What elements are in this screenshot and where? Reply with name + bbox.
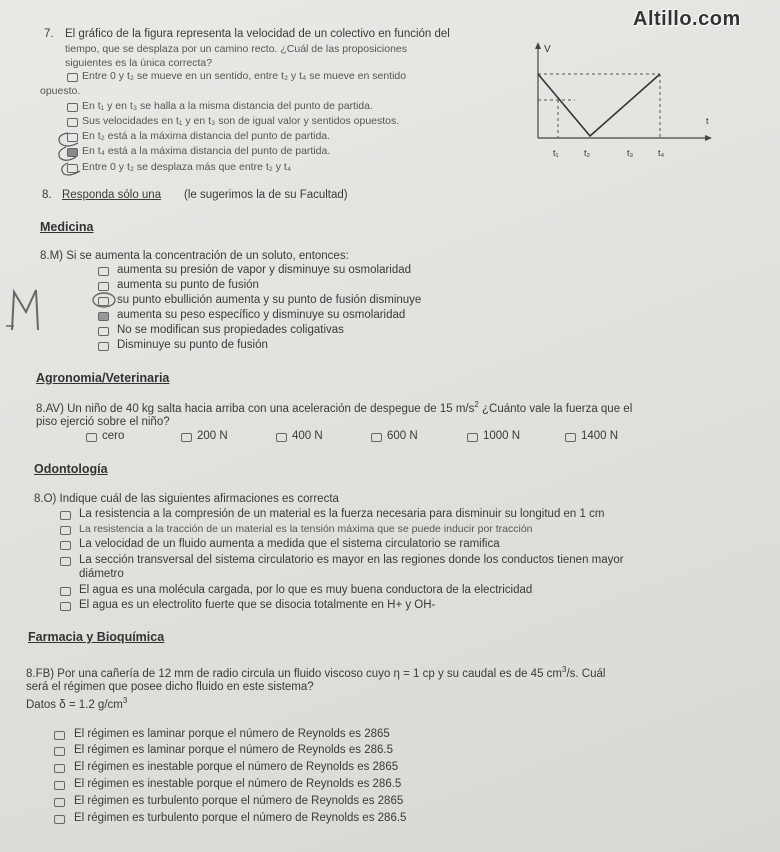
watermark-logo: Altillo.com [633, 8, 741, 30]
odontologia-option6-checkbox[interactable] [60, 602, 71, 611]
q7-option2-checkbox[interactable] [67, 103, 78, 112]
odontologia-option4-checkbox[interactable] [60, 557, 71, 566]
agronomia-question-exponent: 2 [474, 400, 479, 409]
medicina-option6-checkbox[interactable] [98, 342, 109, 351]
q8-number: 8. [42, 189, 52, 201]
graph-tick-t1: t₁ [553, 148, 559, 158]
graph-velocity-line [538, 74, 660, 136]
odontologia-option1-label: La resistencia a la compresión de un material es la fuerza necesaria para disminuir su longitud en 1 cm [79, 508, 605, 520]
medicina-option1-label: aumenta su presión de vapor y disminuye su osmolaridad [117, 264, 412, 276]
q7-text-line1: El gráfico de la figura representa la velocidad de un colectivo en función del [65, 28, 450, 40]
farmacia-option1-label: El régimen es laminar porque el número de Reynolds es 2865 [74, 728, 390, 740]
agronomia-option6-checkbox[interactable] [565, 433, 576, 442]
q8-suffix: (le sugerimos la de su Facultad) [184, 189, 348, 201]
agronomia-option4-checkbox[interactable] [371, 433, 382, 442]
velocity-time-graph [520, 38, 720, 168]
agronomia-option3-checkbox[interactable] [276, 433, 287, 442]
odontologia-option4-line1: La sección transversal del sistema circulatorio es mayor en las regiones donde los conductos tienen mayor [79, 554, 624, 566]
agronomia-option6-label: 1400 N [581, 430, 619, 442]
q7-number: 7. [44, 28, 54, 40]
q7-option5-label: En t₄ está a la máxima distancia del punto de partida. [82, 145, 331, 157]
q7-text-line3: siguientes es la única correcta? [65, 57, 213, 69]
agronomia-question-line2: piso ejerció sobre el niño? [36, 416, 170, 428]
odontologia-option1-checkbox[interactable] [60, 511, 71, 520]
agronomia-option3-label: 400 N [292, 430, 323, 442]
farmacia-option6-label: El régimen es turbulento porque el número de Reynolds es 286.5 [74, 812, 407, 824]
odontologia-question: 8.O) Indique cuál de las siguientes afirmaciones es correcta [34, 493, 339, 505]
graph-v-arrow [535, 42, 541, 49]
farmacia-question-line2: será el régimen que posee dicho fluido en este sistema? [26, 681, 314, 693]
farmacia-option5-checkbox[interactable] [54, 798, 65, 807]
agronomia-question-line1-b: ¿Cuánto vale la fuerza que el [482, 402, 633, 415]
q7-option6-label: Entre 0 y t₂ se desplaza más que entre t₂ y t₄ [82, 161, 292, 173]
graph-v-label: V [544, 44, 551, 55]
agronomia-option5-label: 1000 N [483, 430, 521, 442]
handwritten-m-mark [4, 278, 119, 338]
agronomia-question-line1-a: 8.AV) Un niño de 40 kg salta hacia arriba con una aceleración de despegue de 15 m/s [36, 402, 475, 415]
farmacia-option3-label: El régimen es inestable porque el número de Reynolds es 2865 [74, 761, 399, 773]
graph-t-label: t [706, 116, 709, 126]
q7-option1-checkbox[interactable] [67, 73, 78, 82]
medicina-option3-label: su punto ebullición aumenta y su punto de fusión disminuye [117, 294, 422, 306]
handwritten-circle-mark [54, 125, 94, 180]
medicina-option1-checkbox[interactable] [98, 267, 109, 276]
medicina-option6-label: Disminuye su punto de fusión [117, 339, 268, 351]
agronomia-option1-label: cero [102, 430, 125, 442]
medicina-heading: Medicina [40, 220, 94, 234]
farmacia-option4-checkbox[interactable] [54, 781, 65, 790]
odontologia-heading: Odontología [34, 462, 108, 476]
farmacia-question-line1-a: 8.FB) Por una cañería de 12 mm de radio circula un fluido viscoso cuyo η = 1 cp y su caudal es de 45 cm [26, 667, 562, 680]
farmacia-option2-checkbox[interactable] [54, 747, 65, 756]
farmacia-option5-label: El régimen es turbulento porque el número de Reynolds es 2865 [74, 795, 404, 807]
odontologia-option2-label: La resistencia a la tracción de un material es la tensión máxima que se puede inducir por tracción [79, 523, 533, 535]
farmacia-heading: Farmacia y Bioquímica [28, 630, 165, 644]
graph-tick-t4: t₄ [658, 148, 665, 158]
medicina-question: 8.M) Si se aumenta la concentración de un soluto, entonces: [40, 250, 349, 262]
odontologia-option4-line2: diámetro [79, 568, 124, 580]
farmacia-question-exponent: 3 [562, 665, 567, 674]
farmacia-question-line1 [26, 665, 605, 680]
farmacia-question-line1-b: /s. Cuál [566, 667, 606, 680]
farmacia-datos-exponent: 3 [122, 696, 128, 705]
odontologia-option3-label: La velocidad de un fluido aumenta a medida que el sistema circulatorio se ramifica [79, 538, 500, 550]
farmacia-option1-checkbox[interactable] [54, 731, 65, 740]
farmacia-option3-checkbox[interactable] [54, 764, 65, 773]
q8-prompt: Responda sólo una [62, 189, 162, 201]
farmacia-option2-label: El régimen es laminar porque el número de Reynolds es 286.5 [74, 744, 393, 756]
odontologia-option3-checkbox[interactable] [60, 541, 71, 550]
agronomia-option2-checkbox[interactable] [181, 433, 192, 442]
agronomia-question-line1 [36, 400, 632, 415]
farmacia-option6-checkbox[interactable] [54, 815, 65, 824]
farmacia-datos [26, 696, 127, 711]
farmacia-option4-label: El régimen es inestable porque el número de Reynolds es 286.5 [74, 778, 402, 790]
graph-tick-t3: t₃ [627, 148, 634, 158]
agronomia-heading: Agronomia/Veterinaria [36, 371, 170, 385]
odontologia-option5-label: El agua es una molécula cargada, por lo que es muy buena conductora de la electricidad [79, 584, 533, 596]
q7-text-line2: tiempo, que se desplaza por un camino recto. ¿Cuál de las proposiciones [65, 43, 408, 55]
q7-option2-label: En t₁ y en t₃ se halla a la misma distancia del punto de partida. [82, 100, 373, 112]
agronomia-option4-label: 600 N [387, 430, 418, 442]
q7-option4-label: En t₂ está a la máxima distancia del punto de partida. [82, 130, 331, 142]
graph-t-arrow [705, 135, 712, 141]
medicina-option4-label: aumenta su peso específico y disminuye su osmolaridad [117, 309, 406, 321]
q7-option1-line1: Entre 0 y t₂ se mueve en un sentido, entre t₂ y t₄ se mueve en sentido [82, 70, 407, 82]
q7-option3-label: Sus velocidades en t₁ y en t₃ son de igual valor y sentidos opuestos. [82, 115, 400, 127]
odontologia-option6-label: El agua es un electrolito fuerte que se disocia totalmente en H+ y OH- [79, 599, 436, 611]
medicina-option5-label: No se modifican sus propiedades coligativas [117, 324, 344, 336]
odontologia-option2-checkbox[interactable] [60, 526, 71, 535]
graph-tick-t2: t₂ [584, 148, 590, 158]
agronomia-option5-checkbox[interactable] [467, 433, 478, 442]
medicina-option2-label: aumenta su punto de fusión [117, 279, 259, 291]
farmacia-datos-text: Datos δ = 1.2 g/cm [26, 698, 123, 711]
odontologia-option5-checkbox[interactable] [60, 587, 71, 596]
agronomia-option1-checkbox[interactable] [86, 433, 97, 442]
agronomia-option2-label: 200 N [197, 430, 228, 442]
q7-option1-line2: opuesto. [40, 85, 81, 97]
